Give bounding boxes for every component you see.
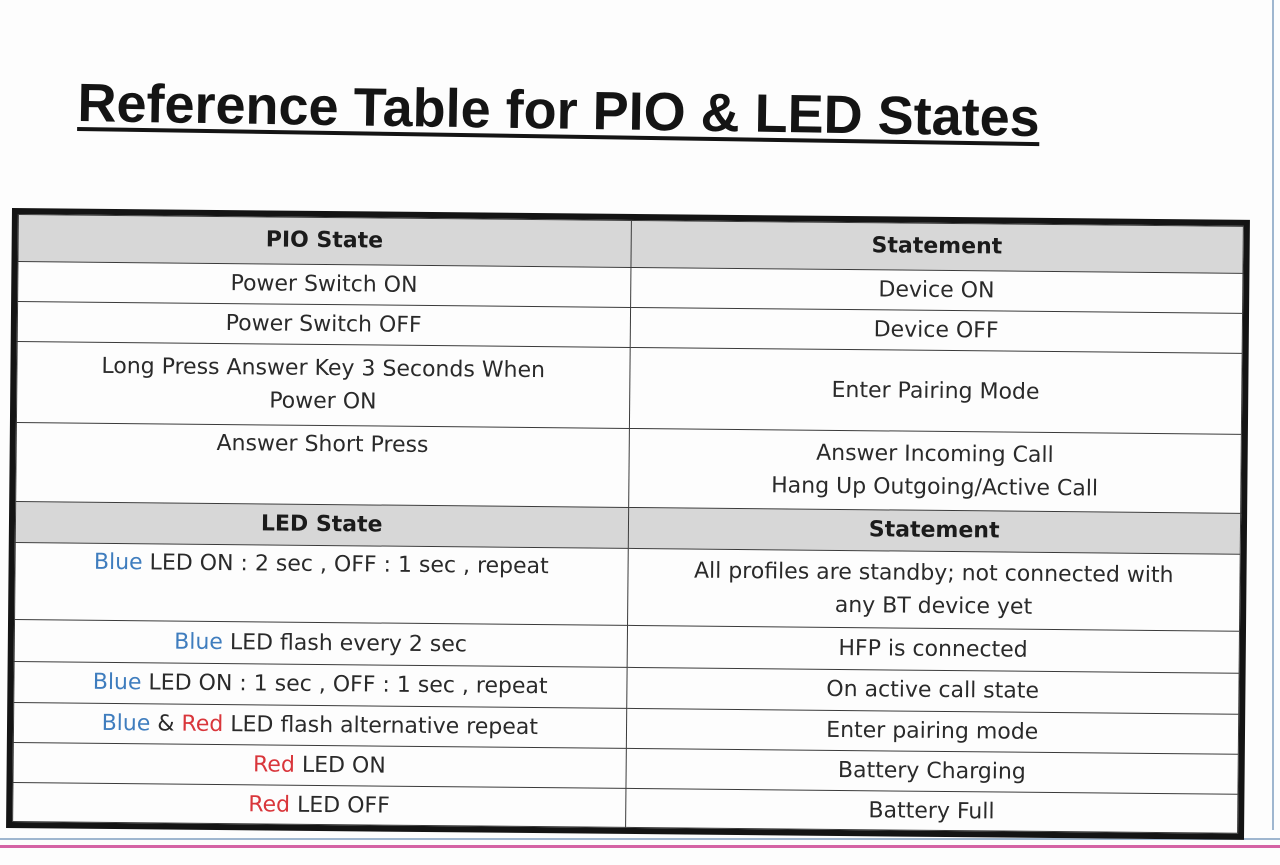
statement-line: Answer Incoming Call bbox=[816, 441, 1054, 469]
statement-cell: Device ON bbox=[630, 267, 1243, 313]
led-state-text: LED flash every 2 sec bbox=[222, 629, 468, 658]
led-state-cell bbox=[14, 619, 627, 667]
red-word: Red bbox=[181, 711, 224, 737]
blue-word: Blue bbox=[93, 549, 143, 575]
page-edge-bottom-pink bbox=[0, 845, 1280, 848]
statement-cell: On active call state bbox=[626, 667, 1239, 713]
pio-state-header: PIO State bbox=[18, 215, 631, 267]
statement-cell: Enter pairing mode bbox=[626, 708, 1239, 754]
statement-cell: Device OFF bbox=[630, 307, 1243, 353]
pio-state-cell: Answer Short Press bbox=[16, 423, 629, 508]
led-state-text: LED ON : 1 sec , OFF : 1 sec , repeat bbox=[141, 670, 548, 700]
table-row bbox=[16, 342, 1242, 435]
blue-word: Blue bbox=[174, 629, 224, 655]
statement-line: any BT device yet bbox=[834, 592, 1033, 620]
statement-cell: Battery Charging bbox=[625, 748, 1238, 794]
led-state-text: LED flash alternative repeat bbox=[223, 711, 539, 740]
blue-word: Blue bbox=[101, 710, 151, 737]
statement-line: All profiles are standby; not connected with bbox=[693, 558, 1174, 588]
statement-cell bbox=[627, 548, 1240, 631]
reference-table-frame bbox=[6, 208, 1250, 840]
blue-word: Blue bbox=[92, 670, 142, 696]
pio-state-line: Long Press Answer Key 3 Seconds When bbox=[101, 354, 546, 384]
pio-state-cell: Power Switch OFF bbox=[17, 302, 630, 348]
pio-state-cell: Power Switch ON bbox=[18, 261, 631, 307]
led-state-cell bbox=[13, 783, 626, 827]
led-state-text: LED OFF bbox=[289, 792, 390, 819]
red-word: Red bbox=[248, 792, 291, 818]
led-state-text: LED ON bbox=[294, 752, 386, 779]
led-state-text: LED ON : 2 sec , OFF : 1 sec , repeat bbox=[142, 549, 549, 579]
pio-statement-header: Statement bbox=[630, 220, 1243, 272]
pio-state-cell bbox=[16, 342, 629, 429]
pio-state-line: Power ON bbox=[269, 388, 377, 415]
led-state-header: LED State bbox=[15, 502, 628, 548]
led-statement-header: Statement bbox=[628, 508, 1241, 554]
page-edge-right bbox=[1272, 0, 1274, 830]
led-state-cell bbox=[13, 743, 626, 789]
led-state-cell bbox=[15, 542, 628, 625]
statement-cell: Battery Full bbox=[625, 789, 1238, 833]
statement-cell: HFP is connected bbox=[627, 625, 1240, 673]
statement-cell bbox=[628, 429, 1241, 514]
statement-cell: Enter Pairing Mode bbox=[629, 348, 1242, 435]
and-text: & bbox=[150, 711, 182, 737]
red-word: Red bbox=[252, 752, 296, 778]
led-state-cell bbox=[14, 662, 627, 708]
reference-table bbox=[12, 214, 1244, 834]
statement-line: Hang Up Outgoing/Active Call bbox=[771, 473, 1099, 502]
table-row bbox=[16, 423, 1242, 514]
table-row bbox=[15, 542, 1241, 631]
page-title: Reference Table for PIO & LED States bbox=[77, 72, 1041, 149]
led-state-cell bbox=[13, 702, 626, 748]
